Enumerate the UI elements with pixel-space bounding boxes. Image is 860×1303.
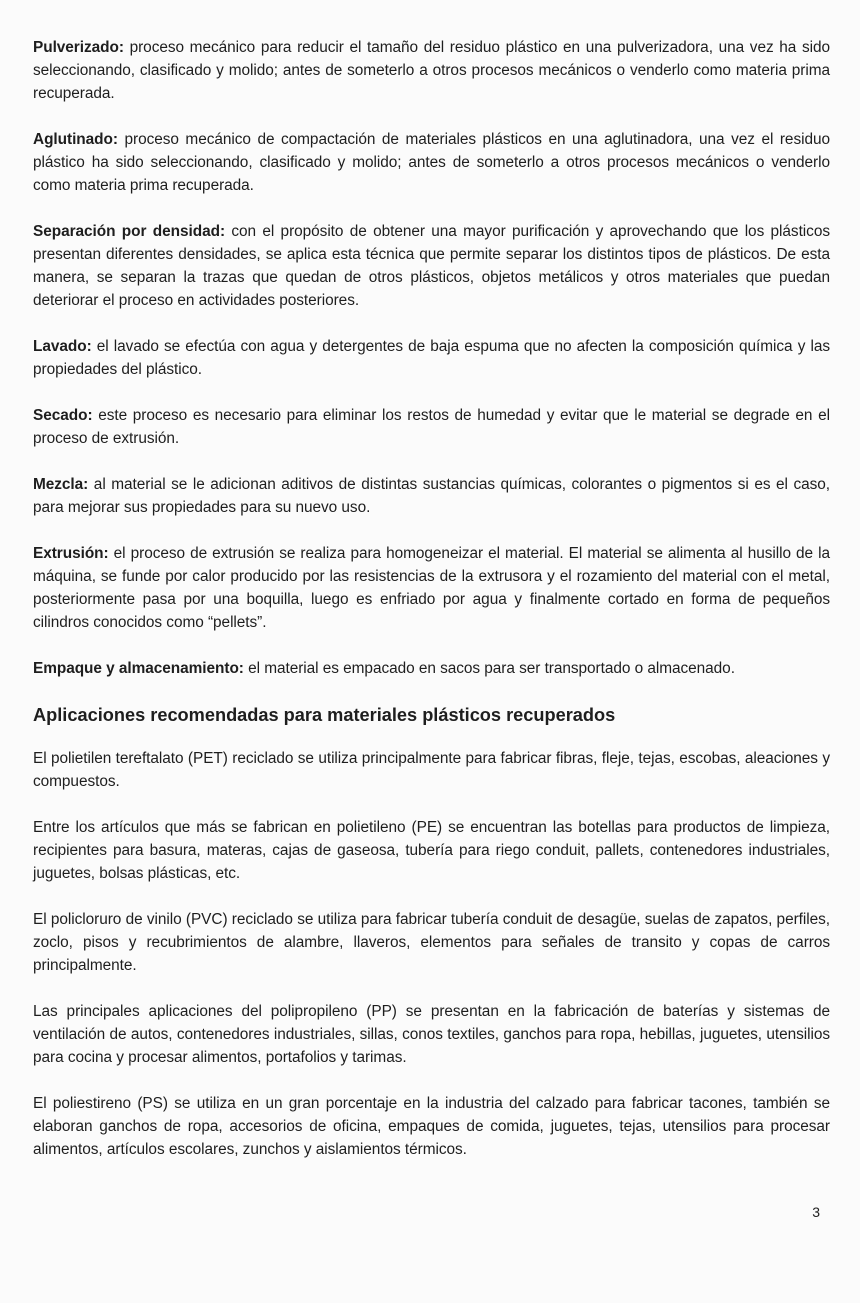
step-text: este proceso es necesario para eliminar los restos de humedad y evitar que le material se degrade en el proceso de extrusión. xyxy=(33,407,830,447)
process-step-empaque xyxy=(33,657,830,680)
process-step-aglutinado xyxy=(33,128,830,197)
step-term: Lavado: xyxy=(33,338,92,355)
application-paragraph-pvc: El policloruro de vinilo (PVC) reciclado se utiliza para fabricar tubería conduit de desagüe, suelas de zapatos, perfiles, zoclo, pisos y recubrimientos de alambre, llaveros, elementos para señales de transito y copas de carros principalmente. xyxy=(33,911,830,974)
step-term: Empaque y almacenamiento: xyxy=(33,660,244,677)
applications-heading: Aplicaciones recomendadas para materiales plásticos recuperados xyxy=(33,705,616,725)
step-term: Pulverizado: xyxy=(33,39,124,56)
step-text: el material es empacado en sacos para ser transportado o almacenado. xyxy=(243,660,735,677)
step-term: Extrusión: xyxy=(33,545,109,562)
step-text: el proceso de extrusión se realiza para homogeneizar el material. El material se alimenta al husillo de la máquina, se funde por calor producido por las resistencias de la extrusora y el rozamiento del material con el metal, posteriormente pasa por una boquilla, luego es enfriado por agua y finalmente cortado en forma de pequeños cilindros conocidos como “pellets”. xyxy=(33,545,830,631)
step-term: Separación por densidad: xyxy=(33,223,226,240)
page-number: 3 xyxy=(812,1204,820,1220)
step-text: con el propósito de obtener una mayor purificación y aprovechando que los plásticos presentan diferentes densidades, se aplica esta técnica que permite separar los distintos tipos de plásticos. De esta manera, se separan la trazas que quedan de otros plásticos, objetos metálicos y otros materiales que puedan deteriorar el proceso en actividades posteriores. xyxy=(33,223,830,309)
application-paragraph-pe: Entre los artículos que más se fabrican en polietileno (PE) se encuentran las botellas para productos de limpieza, recipientes para basura, materas, cajas de gaseosa, tubería para riego conduit, pallets, contenedores industriales, juguetes, bolsas plásticas, etc. xyxy=(33,819,830,882)
step-text: proceso mecánico de compactación de materiales plásticos en una aglutinadora, una vez el residuo plástico ha sido seleccionando, clasificado y molido; antes de someterlo a otros procesos mecánicos o venderlo como materia prima recuperada. xyxy=(33,131,830,194)
step-term: Secado: xyxy=(33,407,93,424)
process-step-pulverizado xyxy=(33,36,830,105)
step-text: al material se le adicionan aditivos de distintas sustancias químicas, colorantes o pigmentos si es el caso, para mejorar sus propiedades para su nuevo uso. xyxy=(33,476,830,516)
process-step-mezcla xyxy=(33,473,830,519)
process-step-lavado xyxy=(33,335,830,381)
document-page xyxy=(33,36,830,1184)
process-step-extrusion xyxy=(33,542,830,634)
step-text: proceso mecánico para reducir el tamaño del residuo plástico en una pulverizadora, una vez ha sido seleccionando, clasificado y molido; antes de someterlo a otros procesos mecánicos o venderlo como materia prima recuperada. xyxy=(33,39,830,102)
process-step-separacion xyxy=(33,220,830,312)
application-paragraph-ps: El poliestireno (PS) se utiliza en un gran porcentaje en la industria del calzado para fabricar tacones, también se elaboran ganchos de ropa, accesorios de oficina, empaques de comida, juguetes, tejas, utensilios para procesar alimentos, artículos escolares, zunchos y aislamientos térmicos. xyxy=(33,1095,830,1158)
step-term: Mezcla: xyxy=(33,476,89,493)
process-step-secado xyxy=(33,404,830,450)
application-paragraph-pp: Las principales aplicaciones del polipropileno (PP) se presentan en la fabricación de baterías y sistemas de ventilación de autos, contenedores industriales, sillas, conos textiles, ganchos para ropa, hebillas, juguetes, utensilios para cocina y procesar alimentos, portafolios y tarimas. xyxy=(33,1003,830,1066)
process-steps xyxy=(33,36,830,680)
step-term: Aglutinado: xyxy=(33,131,118,148)
applications-section xyxy=(33,747,830,1161)
step-text: el lavado se efectúa con agua y detergentes de baja espuma que no afecten la composición química y las propiedades del plástico. xyxy=(33,338,830,378)
application-paragraph-pet: El polietilen tereftalato (PET) reciclado se utiliza principalmente para fabricar fibras, fleje, tejas, escobas, aleaciones y compuestos. xyxy=(33,750,830,790)
